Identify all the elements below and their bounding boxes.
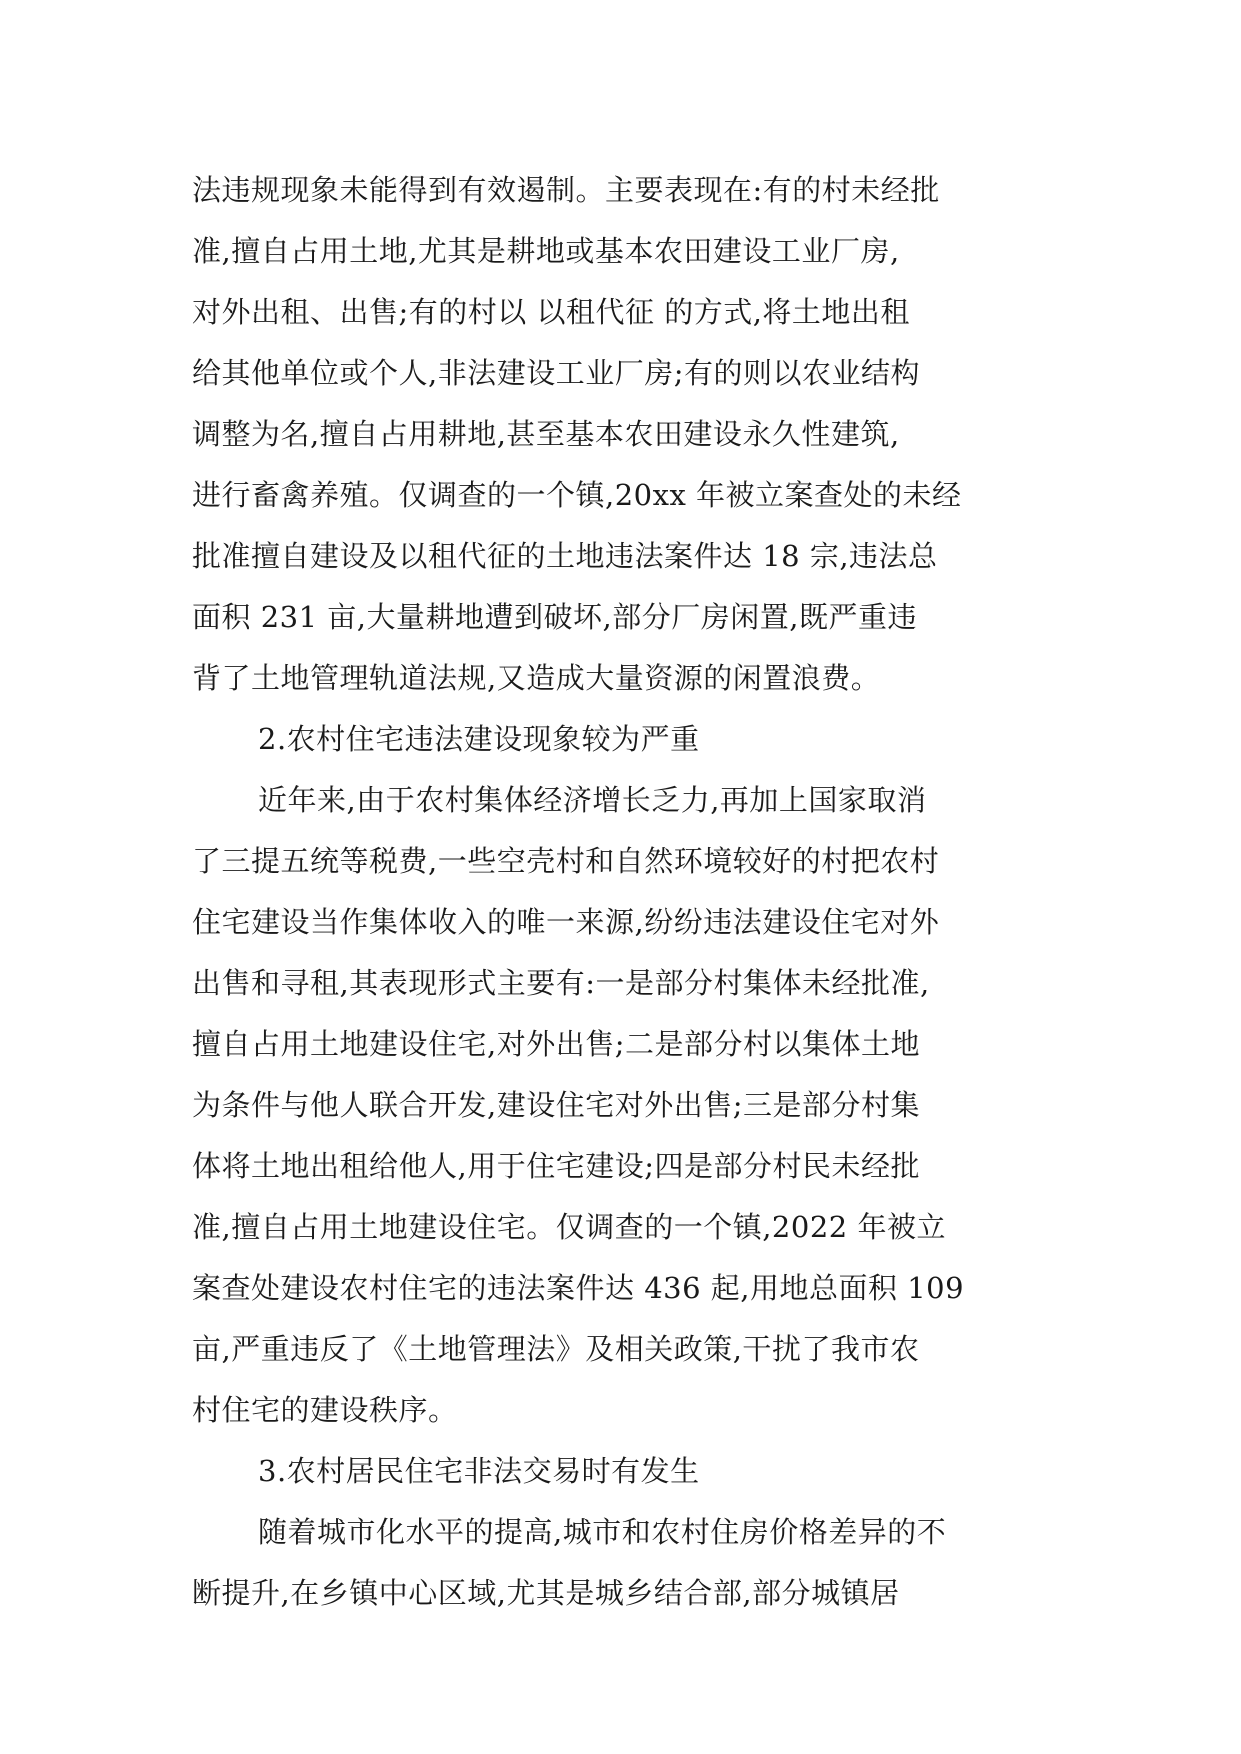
text-line: 案查处建设农村住宅的违法案件达 436 起,用地总面积 109 xyxy=(192,1271,965,1305)
text-line: 了三提五统等税费,一些空壳村和自然环境较好的村把农村 xyxy=(192,844,940,878)
text-line: 近年来,由于农村集体经济增长乏力,再加上国家取消 xyxy=(258,783,927,817)
text-line: 亩,严重违反了《土地管理法》及相关政策,干扰了我市农 xyxy=(192,1332,920,1366)
text-line: 背了土地管理轨道法规,又造成大量资源的闲置浪费。 xyxy=(192,661,881,695)
section-heading: 3.农村居民住宅非法交易时有发生 xyxy=(258,1454,700,1488)
text-line: 法违规现象未能得到有效遏制。主要表现在:有的村未经批 xyxy=(192,173,940,207)
text-line: 准,擅自占用土地建设住宅。仅调查的一个镇,2022 年被立 xyxy=(192,1210,946,1244)
text-line: 批准擅自建设及以租代征的土地违法案件达 18 宗,违法总 xyxy=(192,539,938,573)
text-line: 调整为名,擅自占用耕地,甚至基本农田建设永久性建筑, xyxy=(192,417,900,451)
text-line: 准,擅自占用土地,尤其是耕地或基本农田建设工业厂房, xyxy=(192,234,900,268)
text-line: 村住宅的建设秩序。 xyxy=(192,1393,458,1427)
text-line: 断提升,在乡镇中心区域,尤其是城乡结合部,部分城镇居 xyxy=(192,1576,900,1610)
text-line: 擅自占用土地建设住宅,对外出售;二是部分村以集体土地 xyxy=(192,1027,920,1061)
text-line: 随着城市化水平的提高,城市和农村住房价格差异的不 xyxy=(258,1515,947,1549)
text-line: 面积 231 亩,大量耕地遭到破坏,部分厂房闲置,既严重违 xyxy=(192,600,917,634)
text-line: 体将土地出租给他人,用于住宅建设;四是部分村民未经批 xyxy=(192,1149,920,1183)
text-line: 对外出租、出售;有的村以 以租代征 的方式,将土地出租 xyxy=(192,295,910,329)
text-line: 出售和寻租,其表现形式主要有:一是部分村集体未经批准, xyxy=(192,966,930,1000)
text-line: 住宅建设当作集体收入的唯一来源,纷纷违法建设住宅对外 xyxy=(192,905,940,939)
text-line: 为条件与他人联合开发,建设住宅对外出售;三是部分村集 xyxy=(192,1088,920,1122)
section-heading: 2.农村住宅违法建设现象较为严重 xyxy=(258,722,700,756)
document-body xyxy=(192,160,1052,1624)
text-line: 给其他单位或个人,非法建设工业厂房;有的则以农业结构 xyxy=(192,356,920,390)
text-line: 进行畜禽养殖。仅调查的一个镇,20xx 年被立案查处的未经 xyxy=(192,478,962,512)
